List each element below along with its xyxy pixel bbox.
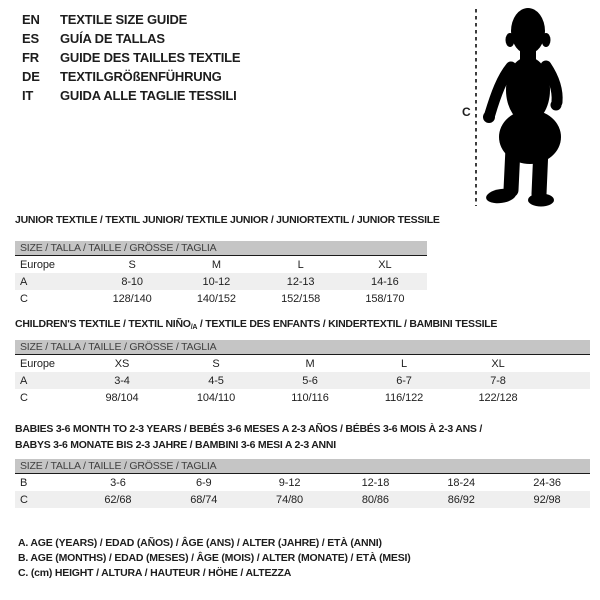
table-cell: 152/158: [281, 292, 321, 305]
row-label: A: [20, 374, 28, 387]
babies-section-title: [15, 421, 482, 453]
spacer-cell: [545, 389, 590, 406]
note-age-years: A. AGE (YEARS) / EDAD (AÑOS) / ÂGE (ANS) / ALTER (JAHRE) / ETÀ (ANNI): [18, 537, 382, 549]
row-label: C: [20, 391, 28, 404]
note-height-cm: C. (cm) HEIGHT / ALTURA / HAUTEUR / HÖHE / ALTEZZA: [18, 567, 292, 579]
table-cell: 62/68: [104, 493, 132, 506]
size-col-header: L: [400, 357, 408, 370]
babies-table: [15, 474, 590, 508]
language-code: ES: [22, 31, 39, 46]
childrens-table: [15, 355, 590, 406]
language-label: GUIDA ALLE TAGLIE TESSILI: [60, 88, 237, 103]
size-col-header: M: [211, 258, 221, 271]
table-cell: 9-12: [278, 476, 301, 489]
size-header-bar: SIZE / TALLA / TAILLE / GRÖSSE / TAGLIA: [15, 241, 427, 256]
language-label: GUÍA DE TALLAS: [60, 31, 165, 46]
table-cell: 92/98: [533, 493, 561, 506]
title-subscript: /A: [190, 324, 198, 331]
table-cell: 6-9: [195, 476, 212, 489]
row-label: C: [20, 292, 28, 305]
language-row-en: [22, 10, 240, 29]
spacer-cell: [545, 355, 590, 372]
language-label: GUIDE DES TAILLES TEXTILE: [60, 50, 241, 65]
table-cell: 18-24: [447, 476, 476, 489]
row-label: C: [20, 493, 28, 506]
language-code: EN: [22, 12, 40, 27]
table-cell: 104/110: [196, 391, 236, 404]
size-col-header: XS: [114, 357, 130, 370]
table-row-b: [15, 474, 590, 491]
table-row-c: [15, 491, 590, 508]
table-cell: 116/122: [384, 391, 424, 404]
babies-title-line2: BABYS 3-6 MONATE BIS 2-3 JAHRE / BAMBINI 3-6 MESI A 2-3 ANNI: [15, 439, 336, 451]
size-col-header: S: [212, 357, 220, 370]
title-text: CHILDREN'S TEXTILE / TEXTIL NIÑO: [15, 318, 191, 330]
table-cell: 3-6: [110, 476, 126, 489]
language-row-it: [22, 86, 240, 105]
size-col-header: M: [305, 357, 315, 370]
row-label: A: [20, 275, 28, 288]
table-cell: 24-36: [533, 476, 561, 489]
table-cell: 14-16: [371, 275, 399, 288]
language-code: FR: [22, 50, 39, 65]
table-row-a: [15, 273, 427, 290]
table-cell: 10-12: [202, 275, 231, 288]
table-cell: 86/92: [447, 493, 475, 506]
table-cell: 3-4: [114, 374, 130, 387]
babies-title-line1: BABIES 3-6 MONTH TO 2-3 YEARS / BEBÉS 3-6 MESES A 2-3 AÑOS / BÉBÉS 3-6 MOIS À 2-3 ANS /: [15, 423, 483, 435]
table-cell: 4-5: [208, 374, 224, 387]
table-cell: 140/152: [196, 292, 236, 305]
table-cell: 158/170: [365, 292, 405, 305]
region-header-cell: Europe: [20, 357, 55, 370]
language-row-es: [22, 29, 240, 48]
childrens-section-title: [15, 316, 497, 336]
language-label: TEXTILGRÖßENFÜHRUNG: [60, 69, 222, 84]
language-legend: [22, 10, 240, 105]
table-cell: 122/128: [478, 391, 518, 404]
table-row-c: [15, 389, 590, 406]
babies-size-table: [15, 459, 590, 508]
size-col-header: L: [297, 258, 304, 271]
note-age-months: B. AGE (MONTHS) / EDAD (MESES) / ÂGE (MOIS) / ALTER (MONATE) / ETÀ (MESI): [18, 552, 411, 564]
table-cell: 7-8: [490, 374, 506, 387]
table-header-row: [15, 256, 427, 273]
childrens-size-table: [15, 340, 590, 406]
legend-notes: [18, 536, 411, 581]
table-cell: 68/74: [190, 493, 218, 506]
row-label: B: [20, 476, 28, 489]
size-header-bar: SIZE / TALLA / TAILLE / GRÖSSE / TAGLIA: [15, 459, 590, 474]
language-row-fr: [22, 48, 240, 67]
junior-section-title: JUNIOR TEXTILE / TEXTIL JUNIOR/ TEXTILE JUNIOR / JUNIORTEXTIL / JUNIOR TESSILE: [15, 214, 440, 226]
table-row-c: [15, 290, 427, 307]
region-header-cell: Europe: [20, 258, 55, 271]
height-measure-label: C: [462, 105, 471, 119]
language-label: TEXTILE SIZE GUIDE: [60, 12, 188, 27]
height-measure-dashed-line: [475, 9, 477, 206]
table-row-a: [15, 372, 590, 389]
junior-size-table: [15, 241, 427, 307]
language-code: IT: [22, 88, 34, 103]
toddler-silhouette-image: [480, 0, 598, 212]
table-cell: 8-10: [121, 275, 143, 288]
language-code: DE: [22, 69, 40, 84]
table-cell: 74/80: [276, 493, 304, 506]
table-cell: 98/104: [105, 391, 139, 404]
language-row-de: [22, 67, 240, 86]
table-cell: 128/140: [112, 292, 152, 305]
table-cell: 5-6: [302, 374, 318, 387]
size-col-header: S: [128, 258, 136, 271]
spacer-cell: [545, 372, 590, 389]
title-text: / TEXTILE DES ENFANTS / KINDERTEXTIL / BAMBINI TESSILE: [197, 318, 498, 330]
table-cell: 6-7: [396, 374, 412, 387]
table-header-row: [15, 355, 590, 372]
size-col-header: XL: [378, 258, 392, 271]
junior-table: [15, 256, 427, 307]
size-col-header: XL: [491, 357, 505, 370]
size-header-bar: SIZE / TALLA / TAILLE / GRÖSSE / TAGLIA: [15, 340, 590, 355]
table-cell: 12-13: [286, 275, 315, 288]
table-cell: 110/116: [291, 391, 329, 404]
table-cell: 12-18: [361, 476, 390, 489]
table-cell: 80/86: [361, 493, 389, 506]
